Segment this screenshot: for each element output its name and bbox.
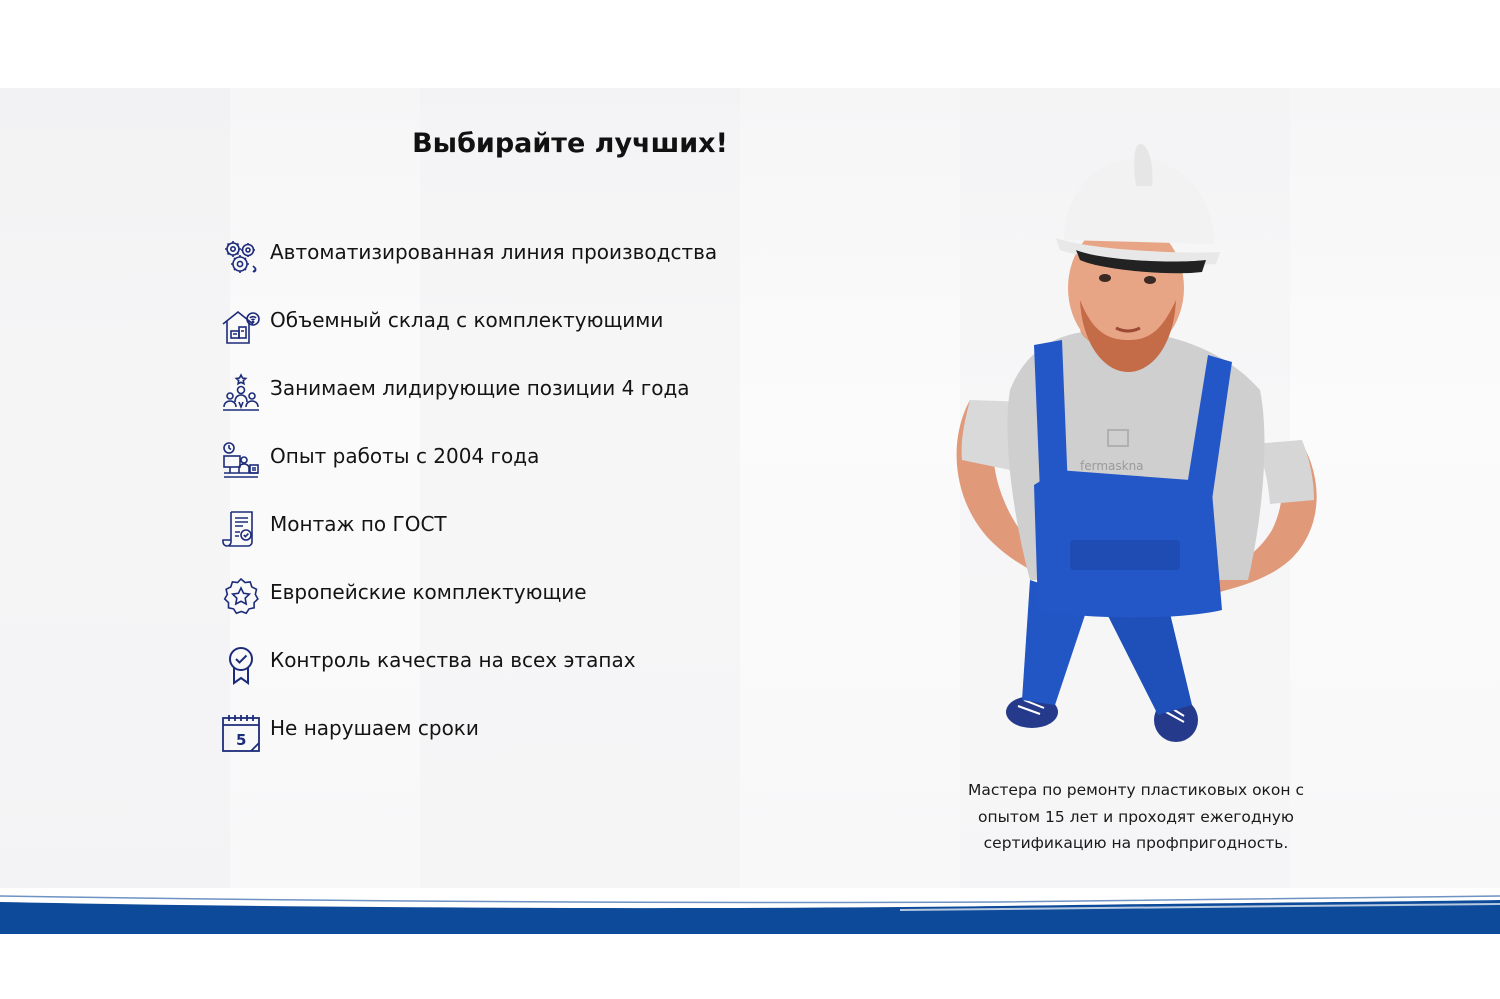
leaders-icon xyxy=(220,372,262,414)
feature-item xyxy=(220,708,820,776)
feature-label: Европейские комплектующие xyxy=(270,580,587,604)
worker-photo xyxy=(930,140,1350,760)
quality-ribbon-icon xyxy=(220,644,262,686)
calendar-icon xyxy=(220,712,262,754)
feature-item xyxy=(220,572,820,640)
background-window-pane xyxy=(0,88,230,888)
footer-wave-band xyxy=(0,888,1500,938)
feature-item xyxy=(220,232,820,300)
feature-label: Занимаем лидирующие позиции 4 года xyxy=(270,376,690,400)
feature-label: Монтаж по ГОСТ xyxy=(270,512,447,536)
feature-label: Автоматизированная линия производства xyxy=(270,240,718,264)
feature-label: Опыт работы с 2004 года xyxy=(270,444,540,468)
shirt-logo-text: fermaskna xyxy=(1080,459,1144,473)
feature-item xyxy=(220,436,820,504)
experience-icon xyxy=(220,440,262,482)
caption-line: сертификацию на профпригодность. xyxy=(983,834,1289,852)
caption-line: Мастера по ремонту пластиковых окон с xyxy=(968,781,1304,799)
calendar-day: 5 xyxy=(236,731,247,749)
gears-icon xyxy=(220,236,262,278)
feature-label: Объемный склад с комплектующими xyxy=(270,308,664,332)
star-badge-icon xyxy=(220,576,262,618)
worker-caption xyxy=(930,777,1342,857)
section-title: Выбирайте лучших! xyxy=(412,128,728,159)
caption-line: опытом 15 лет и проходят ежегодную xyxy=(978,807,1294,826)
feature-item xyxy=(220,504,820,572)
features-list xyxy=(220,232,820,776)
feature-item xyxy=(220,300,820,368)
warehouse-icon xyxy=(220,304,262,346)
feature-item xyxy=(220,368,820,436)
feature-label: Не нарушаем сроки xyxy=(270,716,479,740)
feature-item xyxy=(220,640,820,708)
feature-label: Контроль качества на всех этапах xyxy=(270,648,636,672)
certificate-icon xyxy=(220,508,262,550)
